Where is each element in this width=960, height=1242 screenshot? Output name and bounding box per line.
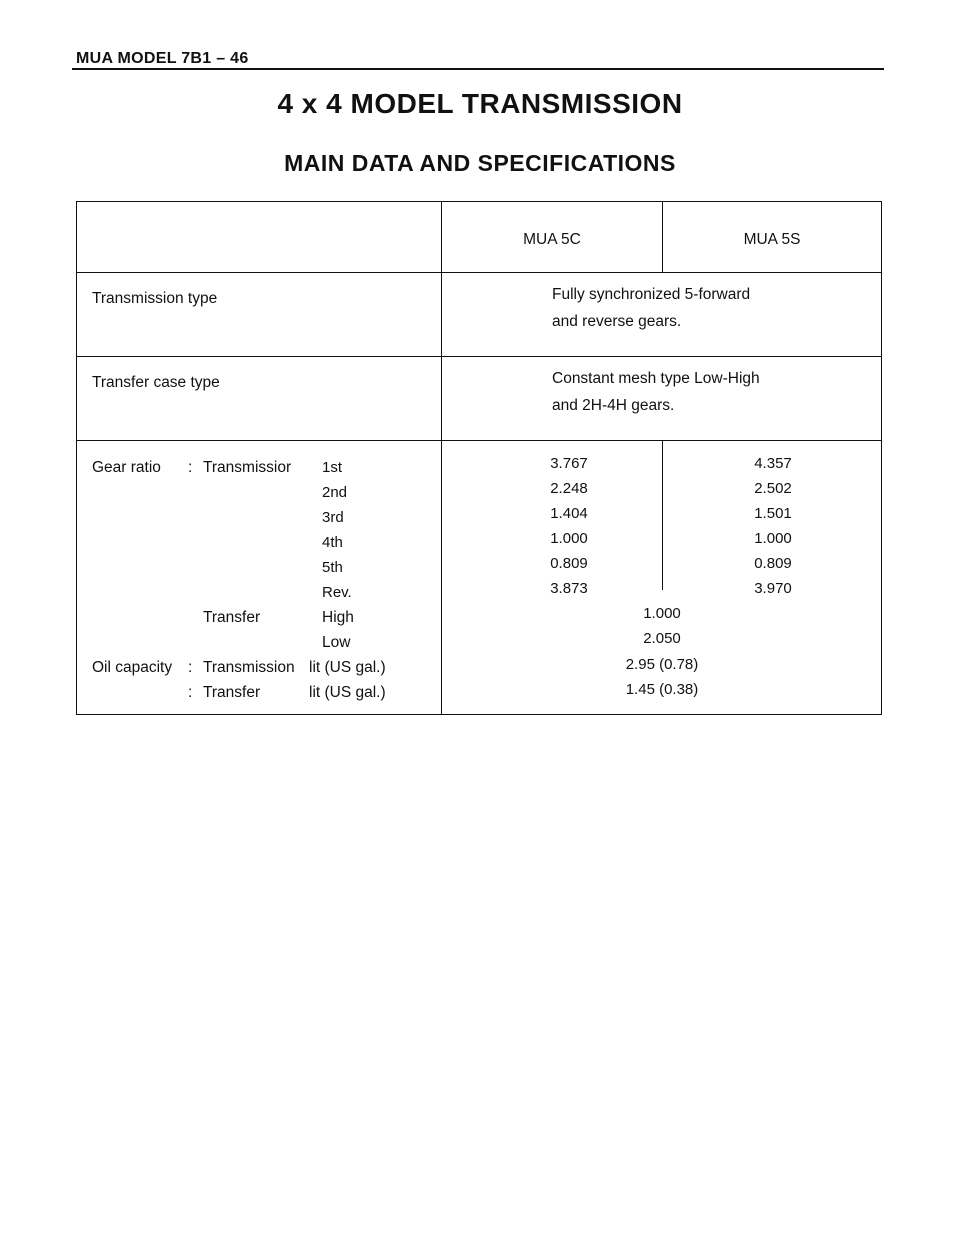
transmission-type-label: Transmission type (92, 290, 218, 307)
oil-capacity-transfer-unit: lit (US gal.) (309, 684, 386, 701)
transmission-type-value-line2: and reverse gears. (552, 313, 682, 330)
gear-1st: 1st (322, 459, 343, 476)
oil-capacity-transmission-unit: lit (US gal.) (309, 659, 386, 676)
gear-ratio-colon: : (188, 459, 193, 476)
ratio-value: 1.501 (754, 505, 792, 522)
page-title: 4 x 4 MODEL TRANSMISSION (277, 88, 683, 119)
gear-list (322, 455, 352, 605)
ratio-value: 2.248 (550, 480, 588, 497)
gear-ratio-transmission-label: Transmissior (203, 459, 292, 476)
gear-5th: 5th (322, 559, 343, 576)
mua-5c-ratios (509, 451, 629, 601)
transmission-type-value-line1: Fully synchronized 5-forward (552, 286, 751, 303)
ratio-value: 3.873 (550, 580, 588, 597)
oil-capacity-transfer-label: Transfer (203, 684, 261, 701)
header-rule (72, 68, 884, 70)
ratio-value: 3.767 (550, 455, 588, 472)
ratio-value: 4.357 (754, 455, 792, 472)
transfer-low-value: 2.050 (643, 630, 681, 647)
transfer-high-label: High (322, 609, 354, 626)
gear-rev: Rev. (322, 584, 352, 601)
transfer-case-type-value-line2: and 2H-4H gears. (552, 397, 675, 414)
oil-capacity-transmission-label: Transmission (203, 659, 295, 676)
ratio-value: 1.000 (754, 530, 792, 547)
mua-5s-ratios (713, 451, 833, 601)
ratio-value: 3.970 (754, 580, 792, 597)
oil-capacity-colon-2: : (188, 684, 193, 701)
oil-capacity-colon: : (188, 659, 193, 676)
column-divider (441, 202, 442, 714)
specifications-table (76, 201, 882, 715)
oil-capacity-transfer-value: 1.45 (0.38) (625, 681, 699, 698)
transfer-low-label: Low (322, 634, 351, 651)
transfer-case-type-label: Transfer case type (92, 374, 220, 391)
oil-capacity-transmission-value: 2.95 (0.78) (625, 656, 699, 673)
column-header-mua-5s: MUA 5S (743, 231, 801, 248)
ratio-value: 0.809 (550, 555, 588, 572)
gear-ratio-divider (662, 440, 663, 590)
row-divider (77, 356, 881, 357)
transfer-high-value: 1.000 (643, 605, 681, 622)
gear-ratio-label: Gear ratio (92, 459, 161, 476)
gear-2nd: 2nd (322, 484, 348, 501)
page-subtitle: MAIN DATA AND SPECIFICATIONS (284, 150, 676, 176)
column-header-mua-5c: MUA 5C (523, 231, 581, 248)
row-divider (77, 272, 881, 273)
gear-4th: 4th (322, 534, 343, 551)
transfer-ratio-label: Transfer (203, 609, 261, 626)
row-divider (77, 440, 881, 441)
ratio-value: 1.404 (550, 505, 588, 522)
page-header: MUA MODEL 7B1 – 46 (76, 50, 249, 67)
oil-capacity-label: Oil capacity (92, 659, 173, 676)
gear-3rd: 3rd (322, 509, 344, 526)
transfer-case-type-value-line1: Constant mesh type Low-High (552, 370, 760, 387)
ratio-value: 2.502 (754, 480, 792, 497)
ratio-value: 0.809 (754, 555, 792, 572)
ratio-value: 1.000 (550, 530, 588, 547)
